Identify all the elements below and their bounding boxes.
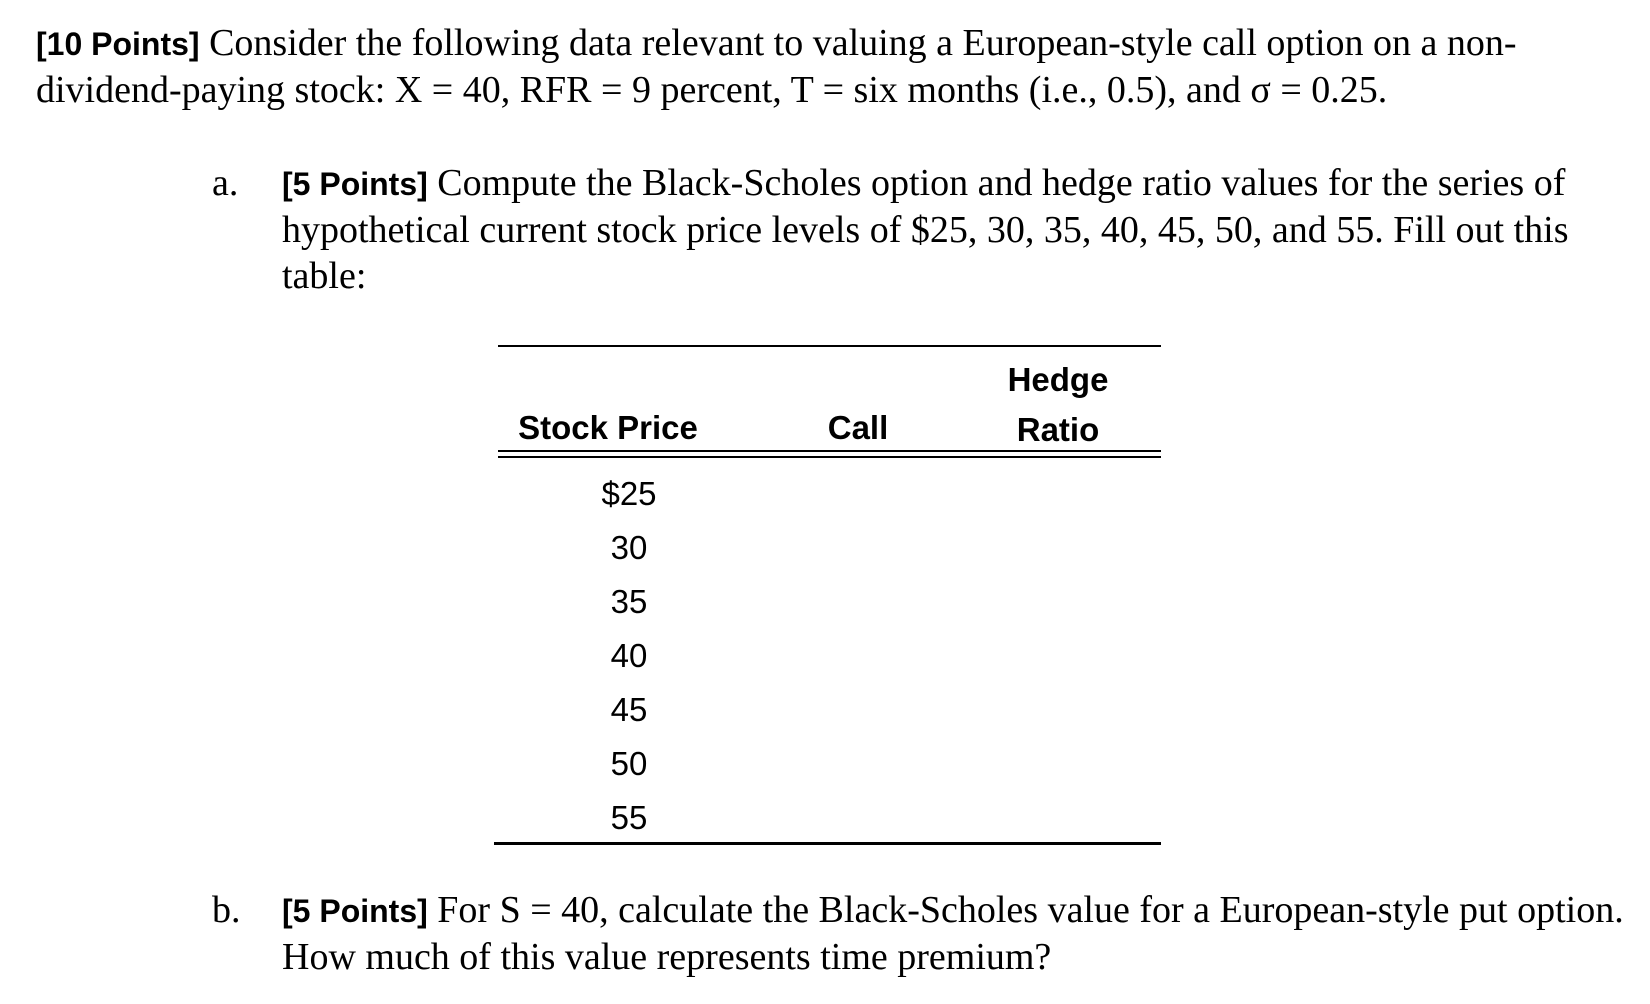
part-a-points-label: [5 Points] — [282, 166, 428, 202]
stock-price-cell: 50 — [610, 745, 648, 782]
part-b — [282, 887, 1642, 980]
part-a-text: Compute the Black-Scholes option and hedge ratio values for the series of hypothetical current stock price levels of $25, 30, 35, 40, 45, 50, and 55. Fill out this table: — [282, 162, 1569, 297]
stock-price-cell: 35 — [610, 583, 648, 620]
part-a-letter: a. — [212, 162, 239, 204]
table-row — [498, 791, 1161, 845]
part-b-letter: b. — [212, 889, 241, 931]
table-row — [498, 629, 1161, 683]
table-row — [498, 737, 1161, 791]
table-header-double-rule — [498, 450, 1161, 458]
question-text: Consider the following data relevant to valuing a European-style call option on a non-dividend-paying stock: X = 40, RFR = 9 percent, T = six months (i.e., 0.5), and σ = 0.25. — [36, 22, 1517, 111]
stock-price-cell: 45 — [610, 691, 648, 728]
stock-price-cell: 40 — [610, 637, 648, 674]
table-top-rule — [498, 345, 1161, 347]
header-hedge-line2: Ratio — [1016, 411, 1100, 448]
part-a — [282, 160, 1642, 299]
header-hedge-ratio — [958, 355, 1158, 455]
part-b-points-label: [5 Points] — [282, 893, 428, 929]
question-intro — [36, 20, 1636, 113]
table-row — [498, 683, 1161, 737]
table-bottom-rule — [494, 842, 1161, 845]
table-body — [498, 467, 1161, 845]
stock-price-cell: 30 — [610, 529, 648, 566]
part-b-text: For S = 40, calculate the Black-Scholes value for a European-style put option. How much of this value represents time premium? — [282, 889, 1624, 978]
header-call: Call — [827, 409, 889, 446]
table-row — [498, 575, 1161, 629]
header-stock-price: Stock Price — [518, 409, 698, 446]
stock-price-cell: 55 — [610, 799, 648, 836]
table-row — [498, 467, 1161, 521]
header-hedge-line1: Hedge — [1007, 361, 1109, 398]
question-points-label: [10 Points] — [36, 26, 200, 62]
table-row — [498, 521, 1161, 575]
stock-price-cell: $25 — [601, 475, 657, 512]
